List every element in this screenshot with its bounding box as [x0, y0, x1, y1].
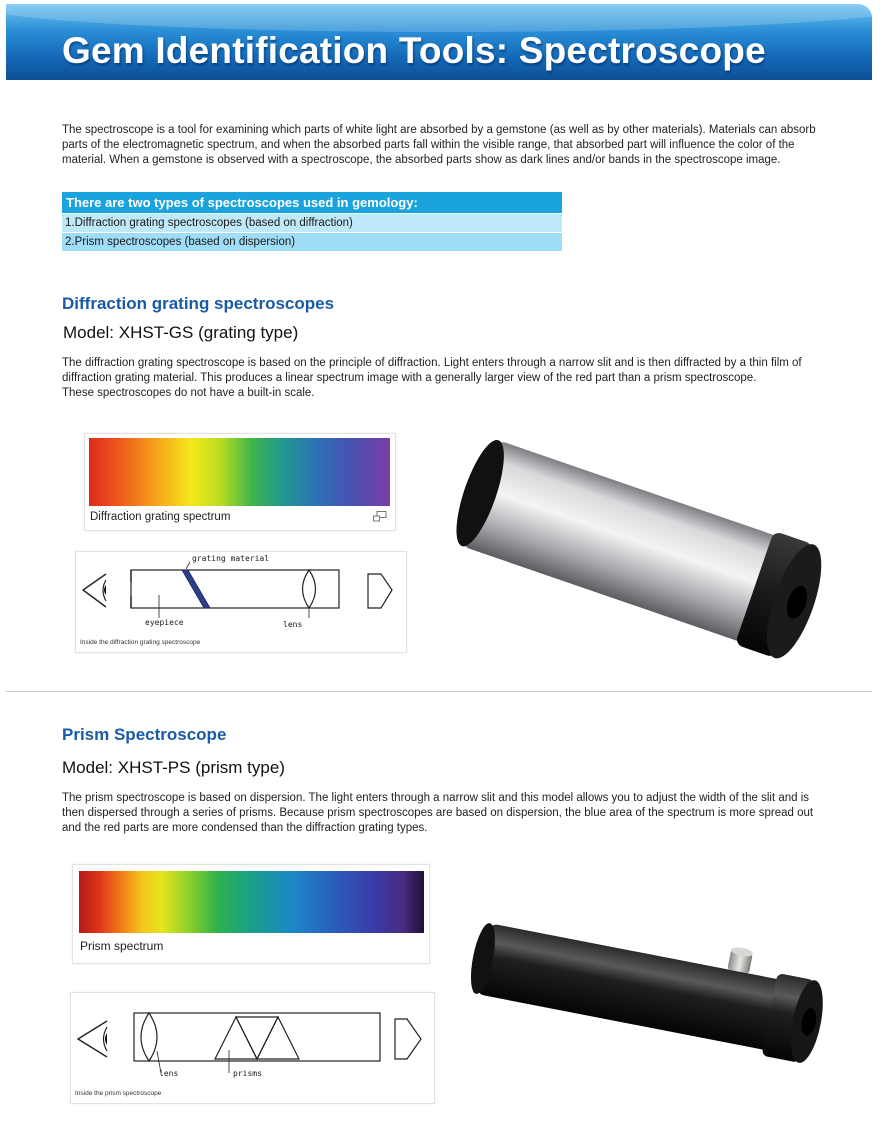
enlarge-icon[interactable]	[373, 511, 387, 522]
prism-shape	[215, 1017, 257, 1059]
lens-shape	[141, 1013, 157, 1061]
grating-material-shape	[182, 570, 210, 608]
prism-spectrum-caption: Prism spectrum	[80, 939, 164, 953]
prism-model-name: Model: XHST-PS (prism type)	[62, 758, 285, 777]
grating-spectroscope-photo	[440, 430, 840, 660]
page-title: Gem Identification Tools: Spectroscope	[62, 30, 766, 71]
prism-diagram-caption: Inside the prism spectroscope	[75, 1090, 162, 1097]
eyepiece-label: eyepiece	[145, 618, 184, 627]
intro-paragraph: The spectroscope is a tool for examining which parts of white light are absorbed by a gemstone (as well as by other materials). Materials can absorb parts of the electromagnetic spectrum, and when the absorbed parts fall within the visible range, that absorbed part will influence the color of the material. When a gemstone is observed with a spectroscope, the absorbed parts show as dark lines and/or bands in the spectroscope image.	[62, 124, 816, 166]
prism-spectrum-card	[72, 864, 430, 964]
title-banner	[6, 4, 872, 80]
types-table-row: 1.Diffraction grating spectroscopes (based on diffraction)	[62, 213, 562, 232]
types-table-heading: There are two types of spectroscopes used in gemology:	[62, 192, 562, 213]
grating-description	[62, 356, 828, 401]
prisms-label: prisms	[233, 1069, 262, 1078]
lens-label: lens	[283, 620, 303, 629]
grating-spectrum-caption: Diffraction grating spectrum	[90, 511, 231, 523]
section-divider	[6, 691, 872, 692]
grating-diagram-caption: Inside the diffraction grating spectroscope	[80, 639, 201, 646]
eye-icon	[83, 574, 106, 607]
prism-spectrum-image	[79, 871, 424, 933]
lens-shape	[303, 570, 316, 608]
grating-description-text: The diffraction grating spectroscope is based on the principle of diffraction. Light enters through a narrow slit and is then diffracted by a thin film of diffraction grating material. This produces a linear spectrum image with a generally larger view of the red part than a prism spectroscope.	[62, 357, 802, 384]
grating-spectrum-card	[84, 433, 396, 531]
prism-shape	[257, 1017, 299, 1059]
light-source-shape	[395, 1019, 421, 1059]
prism-diagram-card	[70, 992, 435, 1104]
prism-spectroscope-photo	[460, 905, 840, 1075]
grating-spectrum-image	[89, 438, 390, 506]
prism-description: The prism spectroscope is based on dispersion. The light enters through a narrow slit and this model allows you to adjust the width of the slit and is then dispersed through a series of prisms. Because prism spectroscopes are based on dispersion, the blue area of the spectrum is more spread out and the red parts are more condensed than the diffraction grating types.	[62, 792, 814, 834]
grating-diagram	[76, 552, 406, 652]
prism-lens-label: lens	[159, 1069, 179, 1078]
grating-section-heading: Diffraction grating spectroscopes	[62, 294, 335, 313]
eye-icon	[78, 1021, 107, 1057]
prism-section-heading: Prism Spectroscope	[62, 725, 227, 744]
spectroscope-types-table	[62, 192, 562, 251]
grating-scale-note: These spectroscopes do not have a built-in scale.	[62, 387, 315, 399]
prism-shape	[236, 1017, 278, 1059]
grating-model-name: Model: XHST-GS (grating type)	[63, 323, 299, 342]
types-table-row: 2.Prism spectroscopes (based on dispersion)	[62, 232, 562, 251]
light-source-shape	[368, 574, 392, 608]
prism-diagram	[71, 993, 434, 1103]
grating-material-label: grating material	[192, 554, 270, 563]
grating-diagram-card	[75, 551, 407, 653]
